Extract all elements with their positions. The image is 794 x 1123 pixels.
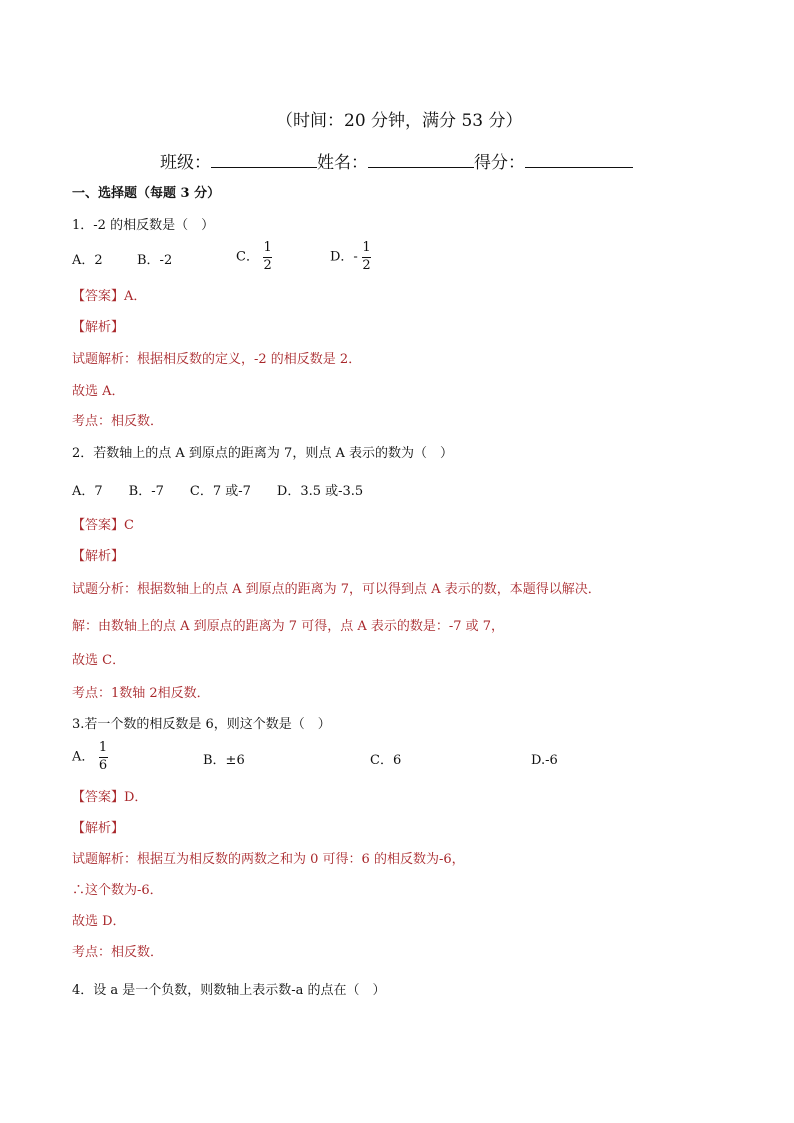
fraction-numerator: 1 <box>362 240 371 255</box>
q1-option-c-fraction <box>263 241 272 273</box>
q3-therefore: ∴这个数为-6． <box>72 883 163 898</box>
student-info-line <box>160 148 633 173</box>
q3-option-a <box>72 741 108 773</box>
q2-analysis: 试题分析：根据数轴上的点 A 到原点的距离为 7，可以得到点 A 表示的数，本题得以解决． <box>72 582 601 597</box>
q1-choose: 故选 A． <box>72 384 125 399</box>
q3-option-d: D.-6 <box>531 753 558 768</box>
fraction-denominator: 2 <box>263 258 272 273</box>
class-label: 班级： <box>160 153 211 173</box>
class-blank[interactable] <box>211 153 317 168</box>
q1-option-d-fraction <box>362 241 371 273</box>
q2-point: 考点：1数轴 2相反数． <box>72 686 210 701</box>
q3-analysis: 试题解析：根据互为相反数的两数之和为 0 可得：6 的相反数为-6， <box>72 852 465 867</box>
q2-options: A．7 B．-7 C．7 或-7 D．3.5 或-3.5 <box>72 484 364 499</box>
q1-option-d <box>330 241 371 273</box>
q3-option-a-prefix: A． <box>72 749 95 765</box>
score-blank[interactable] <box>525 153 633 168</box>
fraction-numerator: 1 <box>263 240 272 255</box>
q1-stem: 1．-2 的相反数是（ ） <box>72 218 215 233</box>
q2-choose: 故选 C． <box>72 653 126 668</box>
q1-option-d-prefix: D．- <box>330 249 358 265</box>
q2-solution: 解：由数轴上的点 A 到原点的距离为 7 可得，点 A 表示的数是：-7 或 7， <box>72 619 505 634</box>
q1-answer: 【答案】A． <box>72 289 147 304</box>
fraction-denominator: 2 <box>362 258 371 273</box>
section-title: 一、选择题（每题 3 分） <box>72 186 221 201</box>
q2-stem: 2．若数轴上的点 A 到原点的距离为 7，则点 A 表示的数为（ ） <box>72 446 453 461</box>
q1-option-c <box>236 241 272 273</box>
q3-stem: 3.若一个数的相反数是 6，则这个数是（ ） <box>72 717 331 732</box>
name-label: 姓名： <box>317 153 368 173</box>
time-score-line: （时间：20 分钟，满分 53 分） <box>276 111 523 131</box>
q1-option-a: A．2 <box>72 253 103 268</box>
q1-analysis: 试题解析：根据相反数的定义，-2 的相反数是 2． <box>72 352 362 367</box>
q1-point: 考点：相反数． <box>72 414 164 429</box>
q2-analysis-label: 【解析】 <box>72 549 125 564</box>
q3-analysis-label: 【解析】 <box>72 821 125 836</box>
q2-answer: 【答案】C <box>72 518 134 533</box>
q1-option-b: B．-2 <box>137 253 173 268</box>
q3-point: 考点：相反数． <box>72 945 164 960</box>
q1-analysis-label: 【解析】 <box>72 320 125 335</box>
q3-choose: 故选 D． <box>72 914 126 929</box>
q3-answer: 【答案】D． <box>72 790 148 805</box>
fraction-denominator: 6 <box>98 758 108 773</box>
q4-stem: 4．设 a 是一个负数，则数轴上表示数-a 的点在（ ） <box>72 983 386 998</box>
q3-option-b: B．±6 <box>203 753 245 768</box>
fraction-numerator: 1 <box>98 740 108 755</box>
score-label: 得分： <box>474 153 525 173</box>
q3-option-a-fraction <box>99 741 108 773</box>
q1-option-c-prefix: C． <box>236 249 259 265</box>
q3-option-c: C．6 <box>370 753 402 768</box>
name-blank[interactable] <box>368 153 474 168</box>
